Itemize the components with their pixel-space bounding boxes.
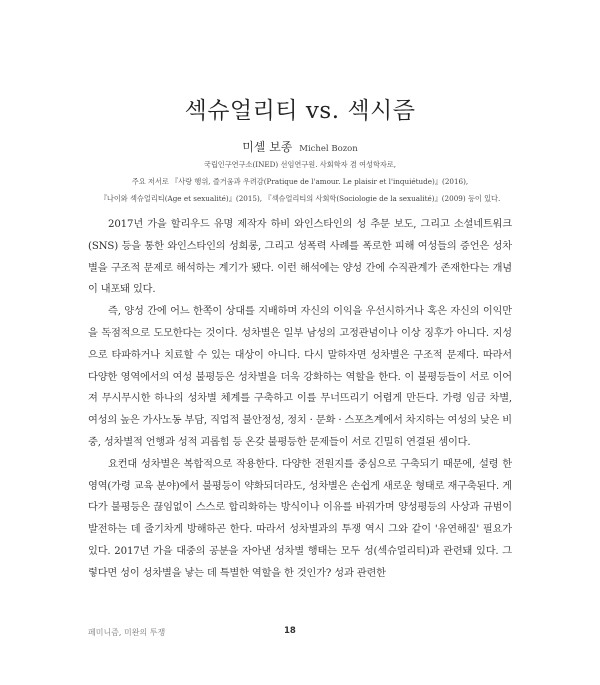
article-title: 섹슈얼리티 vs. 섹시즘: [184, 98, 416, 124]
author-byline: [0, 138, 600, 155]
author-name: 미셸 보종: [242, 140, 293, 154]
running-footer-title: 페미니즘, 미완의 투쟁: [88, 628, 166, 637]
article-body: [88, 214, 512, 585]
author-bio-line: 주요 저서로 『사랑 행위, 즐거움과 우려감(Pratique de l'amour. Le plaisir et l'inquiétude)』(2016),: [131, 177, 469, 186]
body-paragraph: 즉, 양성 간에 어느 한쪽이 상대를 지배하며 자신의 이익을 우선시하거나 혹은 자신의 이익만을 독점적으로 도모한다는 것이다. 성차별은 일부 남성의 고정관념이나 이상 징후가 아니다. 지성으로 타파하거나 치료할 수 있는 대상이 아니다. 다시 말하자면 성차별은 구조적 문제다. 따라서 다양한 영역에서의 여성 불평등은 성차별을 더욱 강화하는 역할을 한다. 이 불평등들이 서로 이어져 무시무시한 하나의 성차별 체계를 구축하고 이를 무너뜨리기 어렵게 만든다. 가령 임금 차별, 여성의 높은 가사노동 부담, 직업적 불안정성, 정치 · 문화 · 스포츠계에서 차지하는 여성의 낮은 비중, 성차별적 언행과 성적 괴롭힘 등 온갖 불평등한 문제들이 서로 긴밀히 연결된 셈이다.: [88, 306, 512, 448]
page-number: 18: [284, 626, 296, 636]
author-name-english: Michel Bozon: [299, 144, 358, 154]
author-bio-line: 『나이와 섹슈얼리티(Age et sexualité)』(2015), 『섹슈얼리티의 사회학(Sociologie de la sexualité)』(2009) 등이 있다.: [99, 194, 501, 203]
author-bio-line: 국립인구연구소(INED) 선임연구원. 사회학자 겸 여성학자로,: [203, 160, 397, 169]
body-paragraph: 2017년 가을 할리우드 유명 제작자 하비 와인스타인의 성 추문 보도, 그리고 소셜네트워크(SNS) 등을 통한 와인스타인의 성희롱, 그리고 성폭력 사례를 폭로한 피해 여성들의 증언은 성차별을 구조적 문제로 해석하는 계기가 됐다. 이런 해석에는 양성 간에 수직관계가 존재한다는 개념이 내포돼 있다.: [88, 219, 512, 296]
author-bio: [60, 156, 540, 207]
body-paragraph: 요컨대 성차별은 복합적으로 작용한다. 다양한 전원지를 중심으로 구축되기 때문에, 설령 한 영역(가령 교육 분야)에서 불평등이 약화되더라도, 성차별은 손쉽게 새로운 형태로 재구축된다. 게다가 불평등은 끊임없이 스스로 합리화하는 방식이나 이유를 바꿔가며 양성평등의 사상과 규범이 발전하는 데 줄기차게 방해하곤 한다. 따라서 성차별과의 투쟁 역시 그와 같이 '유연해질' 필요가 있다. 2017년 가을 대중의 공분을 자아낸 성차별 행태는 모두 성(섹슈얼리티)과 관련돼 있다. 그렇다면 성이 성차별을 낳는 데 특별한 역할을 한 것인가? 성과 관련한: [88, 458, 512, 579]
